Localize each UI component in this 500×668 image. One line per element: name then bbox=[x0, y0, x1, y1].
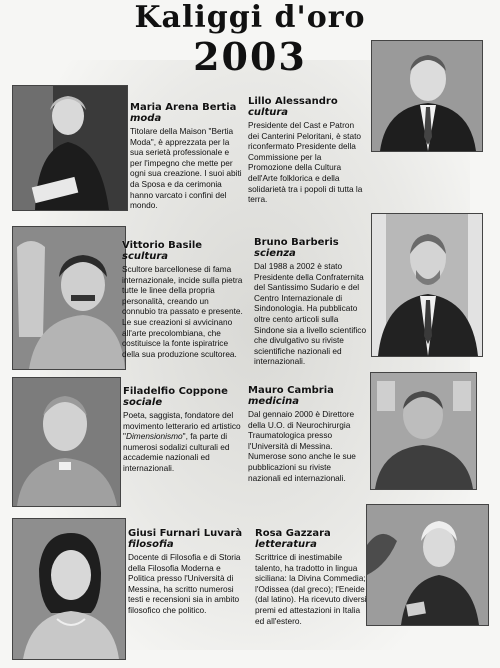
entry-name: Maria Arena Bertia bbox=[130, 102, 237, 113]
entry-description: Scrittrice di inestimabile talento, ha tradotto in lingua siciliana: la Divina Commedia; l'Odissea (dal greco); l'Eneide (dal latino). Ha ricevuto diversi premi ed attestazioni in Italia ed all'estero. bbox=[255, 552, 367, 626]
entry-name: Mauro Cambria bbox=[248, 385, 334, 396]
entry-role: sociale bbox=[123, 397, 163, 408]
photo-rosa-gazzara bbox=[366, 504, 489, 626]
entry-role: medicina bbox=[248, 396, 300, 407]
description-text: ", fa parte di numerosi sodalizi culturali ed accademie nazionali ed internazionali. bbox=[123, 431, 230, 473]
photo-vittorio-basile bbox=[12, 226, 126, 370]
entry-role: scultura bbox=[122, 251, 169, 262]
entry-name: Vittorio Basile bbox=[122, 240, 203, 251]
entry-description: Docente di Filosofia e di Storia della Filosofia Moderna e Politica presso l'Università di Messina, ha scritto numerosi testi e recensioni sia in ambito filosofico che politico. bbox=[128, 552, 241, 615]
entry-description: Dal 1988 a 2002 è stato Presidente della Confraternita del Santissimo Sudario e del Centro Internazionale di Sindonologia. Ha pubblicato oltre cento articoli sulla Sindone sia a livello scientifico che divulgativo su riviste scientifiche nazionali ed internazionali. bbox=[254, 261, 367, 367]
entry-role: filosofia bbox=[128, 539, 174, 550]
entry-role: letteratura bbox=[255, 539, 317, 550]
movement-name: Dimensionismo bbox=[125, 431, 183, 442]
entry-maria-arena-bertia bbox=[130, 102, 242, 211]
entry-description bbox=[123, 410, 245, 474]
entry-vittorio-basile bbox=[122, 240, 244, 359]
entry-lillo-alessandro bbox=[248, 96, 364, 205]
page-year: 2003 bbox=[193, 34, 307, 79]
photo-lillo-alessandro bbox=[371, 40, 483, 152]
entry-role: moda bbox=[130, 113, 162, 124]
entry-description: Scultore barcellonese di fama internazionale, incide sulla pietra tutte le linee della propria personalità, creando un connubio tra passato e presente. Le sue creazioni si avvicinano all'arte precolombiana, che costituisce la fonte ispiratrice della sua produzione scultorea. bbox=[122, 264, 243, 359]
entry-rosa-gazzara bbox=[255, 528, 367, 626]
photo-mauro-cambria bbox=[370, 372, 477, 490]
entry-bruno-barberis bbox=[254, 237, 370, 367]
entry-name: Rosa Gazzara bbox=[255, 528, 331, 539]
entry-giusi-furnari-luvara bbox=[128, 528, 248, 616]
entry-description: Dal gennaio 2000 è Direttore della U.O. di Neurochirurgia Traumatologica presso l'Università di Messina. Numerose sono anche le sue pubblicazioni su riviste nazionali ed internazionali. bbox=[248, 409, 356, 483]
entry-filadelfio-coppone bbox=[123, 386, 245, 474]
photo-maria-arena-bertia bbox=[12, 85, 128, 211]
description-text: Poeta, saggista, fondatore del movimento letterario ed artistico " bbox=[123, 410, 241, 442]
entry-role: cultura bbox=[248, 107, 289, 118]
page-title: Kaliggi d'oro bbox=[134, 0, 366, 35]
entry-mauro-cambria bbox=[248, 385, 366, 483]
photo-bruno-barberis bbox=[371, 213, 483, 357]
entry-name: Bruno Barberis bbox=[254, 237, 339, 248]
photo-giusi-furnari-luvara bbox=[12, 518, 126, 660]
entry-name: Filadelfio Coppone bbox=[123, 386, 228, 397]
photo-filadelfio-coppone bbox=[12, 377, 121, 507]
entry-name: Lillo Alessandro bbox=[248, 96, 338, 107]
entry-description: Presidente del Cast e Patron dei Canterini Peloritani, è stato riconfermato Presidente della Commissione per la Promozione della Cultura dell'Arte folklorica e della solidarietà tra i popoli di tutta la terra. bbox=[248, 120, 363, 205]
entry-description: Titolare della Maison "Bertia Moda", è apprezzata per la sua serietà professionale e per l'impegno che mette per ogni sua creazione. I suoi abiti da Sposa e da cerimonia hanno varcato i confini del mondo. bbox=[130, 126, 242, 211]
entry-name: Giusi Furnari Luvarà bbox=[128, 528, 243, 539]
entry-role: scienza bbox=[254, 248, 296, 259]
